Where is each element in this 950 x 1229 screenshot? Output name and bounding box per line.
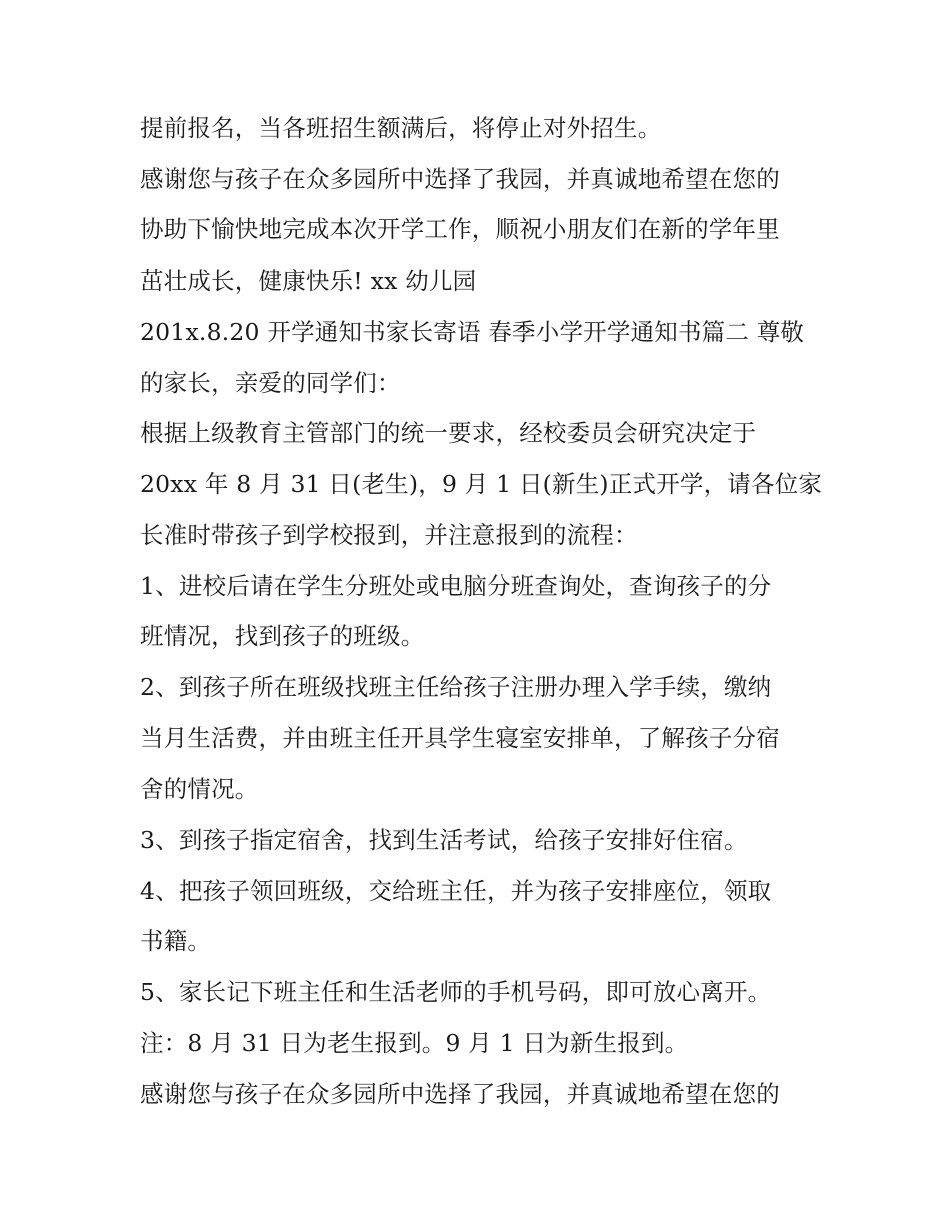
note-line: 注：8 月 31 日为老生报到。9 月 1 日为新生报到。 <box>140 1029 689 1057</box>
text-line: 茁壮成长，健康快乐! xx 幼儿园 <box>140 267 477 295</box>
list-item: 5、家长记下班主任和生活老师的手机号码，即可放心离开。 <box>140 978 772 1006</box>
list-item: 1、进校后请在学生分班处或电脑分班查询处，查询孩子的分 <box>140 572 772 600</box>
text-line: 当月生活费，并由班主任开具学生寝室安排单，了解孩子分宿 <box>140 724 780 752</box>
text-line: 20xx 年 8 月 31 日(老生)，9 月 1 日(新生)正式开学，请各位家 <box>140 470 823 498</box>
text-line: 提前报名，当各班招生额满后，将停止对外招生。 <box>140 114 662 142</box>
text-line: 长准时带孩子到学校报到，并注意报到的流程： <box>140 521 638 549</box>
text-line: 感谢您与孩子在众多园所中选择了我园，并真诚地希望在您的 <box>140 1080 780 1108</box>
list-item: 2、到孩子所在班级找班主任给孩子注册办理入学手续，缴纳 <box>140 673 772 701</box>
text-line: 201x.8.20 开学通知书家长寄语 春季小学开学通知书篇二 尊敬 <box>140 318 805 346</box>
text-line: 感谢您与孩子在众多园所中选择了我园，并真诚地希望在您的 <box>140 165 780 193</box>
text-line: 的家长，亲爱的同学们： <box>140 369 401 397</box>
text-line: 协助下愉快地完成本次开学工作，顺祝小朋友们在新的学年里 <box>140 215 780 243</box>
text-line: 班情况，找到孩子的班级。 <box>140 622 425 650</box>
text-line: 根据上级教育主管部门的统一要求，经校委员会研究决定于 <box>140 419 757 447</box>
text-line: 舍的情况。 <box>140 775 259 803</box>
list-item: 3、到孩子指定宿舍，找到生活考试，给孩子安排好住宿。 <box>140 826 748 854</box>
text-line: 书籍。 <box>140 927 212 955</box>
list-item: 4、把孩子领回班级，交给班主任，并为孩子安排座位，领取 <box>140 877 772 905</box>
